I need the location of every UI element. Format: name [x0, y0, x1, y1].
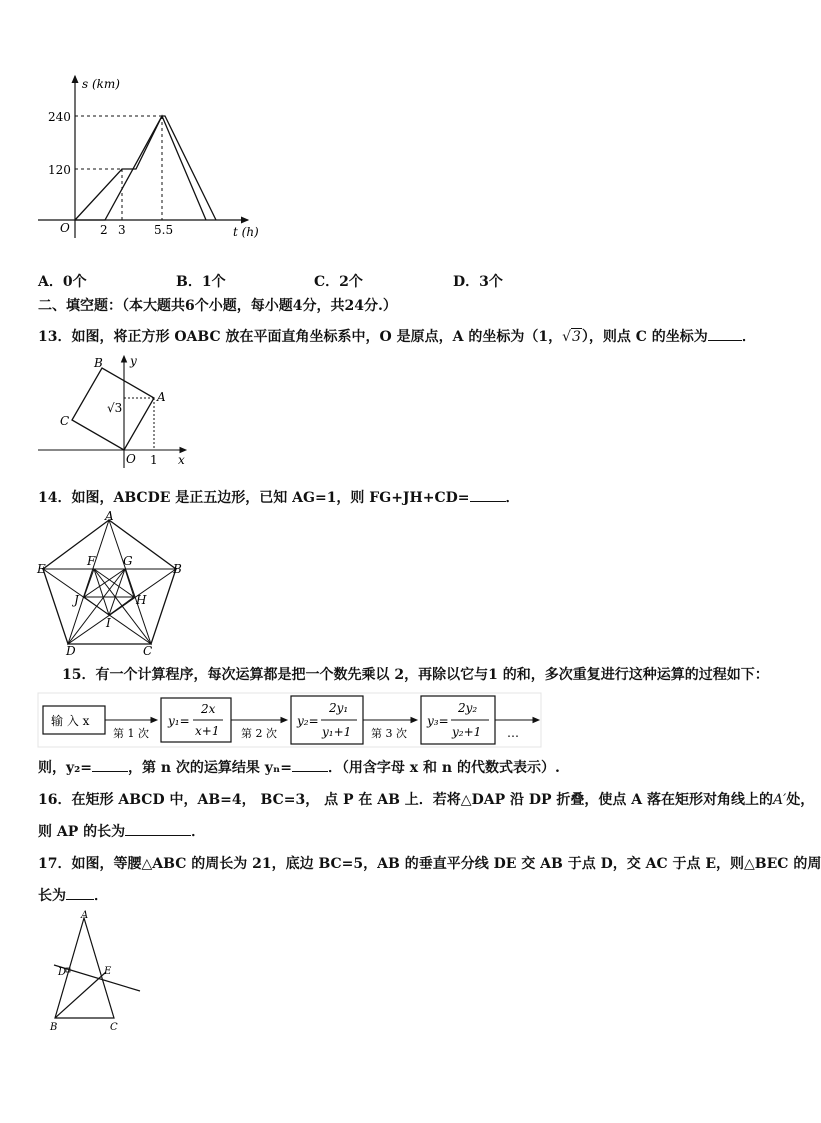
- t-axis-label: t (h): [233, 225, 259, 239]
- q15-box1-num: 2x: [201, 702, 216, 716]
- q14-label-g: G: [123, 554, 133, 568]
- q17-line2-end: ．: [94, 888, 108, 904]
- q15-blank-y2[interactable]: [92, 759, 128, 772]
- graph-line-2: [75, 116, 216, 220]
- question-14: [38, 489, 520, 507]
- q15-box3-den: y₂+1: [452, 725, 482, 739]
- q17-line2-text: 长为: [38, 888, 66, 904]
- graph-line-1: [75, 116, 206, 220]
- q15-box3-lhs: y₃=: [427, 714, 449, 728]
- q15-blank-yn[interactable]: [292, 759, 328, 772]
- q13-text-after: ），则点 C 的坐标为: [581, 329, 708, 345]
- q13-figure: [36, 352, 196, 472]
- x-tick-3: 3: [118, 223, 126, 237]
- q17-label-e: E: [104, 966, 112, 977]
- q16-a-prime: A′: [773, 792, 787, 808]
- sqrt-3: √3: [562, 329, 581, 345]
- s-axis-label: s (km): [82, 77, 120, 91]
- q15-answer-c: ．（用含字母 x 和 n 的代数式表示）.: [327, 760, 560, 776]
- q17-answer-blank[interactable]: [66, 887, 94, 900]
- q15-answer-line: [38, 759, 560, 777]
- q16-line1-end: 处，: [786, 792, 815, 808]
- question-16-line-1: [38, 791, 814, 809]
- question-17-line-1: 17．如图，等腰△ABC 的周长为 21，底边 BC=5，AB 的垂直平分线 DE 交 AB 于点 D，交 AC 于点 E，则△BEC 的周: [38, 856, 821, 872]
- q15-answer-a: 则，y₂=: [38, 760, 92, 776]
- q14-label-a: A: [105, 509, 114, 523]
- q14-label-i: I: [106, 616, 111, 630]
- q14-pentagon-figure: [34, 509, 189, 658]
- q14-label-f: F: [87, 554, 96, 568]
- x-tick-5-5: 5.5: [154, 223, 174, 237]
- q15-box1-den: x+1: [195, 724, 220, 738]
- q15-ellipsis: …: [507, 726, 519, 740]
- q17-label-b: B: [50, 1022, 58, 1033]
- q15-flowchart: [37, 692, 542, 748]
- section-heading: 二、填空题：（本大题共6个小题，每小题4分，共24分.）: [38, 298, 397, 314]
- q13-answer-blank[interactable]: [708, 328, 742, 341]
- y-tick-120: 120: [48, 163, 71, 177]
- q15-answer-b: ，第 n 次的运算结果 yₙ=: [128, 760, 292, 776]
- q15-box1-lhs: y₁=: [168, 714, 190, 728]
- q14-label-d: D: [66, 644, 76, 658]
- q16-line2-end: ．: [191, 824, 206, 840]
- q15-step2: 第 2 次: [241, 727, 277, 740]
- q15-input-label: 输 入 x: [51, 714, 90, 728]
- q16-text: 16．在矩形 ABCD 中，AB=4， BC=3， 点 P 在 AB 上．若将△DAP 沿 DP 折叠，使点 A 落在矩形对角线上的: [38, 792, 774, 808]
- q14-text: 14．如图，ABCDE 是正五边形，已知 AG=1，则 FG+JH+CD=: [38, 490, 470, 506]
- q14-end: ．: [505, 490, 520, 506]
- q13-label-1: 1: [150, 453, 158, 467]
- q14-label-b: B: [173, 562, 182, 576]
- q17-triangle-figure: [44, 908, 144, 1033]
- q14-label-c: C: [143, 644, 153, 658]
- q15-box2-num: 2y₁: [329, 701, 349, 715]
- q13-text-before: 13．如图，将正方形 OABC 放在平面直角坐标系中，O 是原点，A 的坐标为（1，: [38, 329, 563, 345]
- question-17-line-2: [38, 887, 108, 905]
- question-15: 15．有一个计算程序，每次运算都是把一个数先乘以 2，再除以它与1 的和，多次重复进行这种运算的过程如下：: [62, 667, 769, 683]
- q15-step1: 第 1 次: [113, 727, 149, 740]
- option-a: A．0个: [38, 274, 87, 290]
- x-tick-2: 2: [100, 223, 108, 237]
- q16-line2-text: 则 AP 的长为: [38, 824, 126, 840]
- question-13: [38, 328, 756, 346]
- distance-time-graph: [30, 68, 280, 243]
- q13-label-x: x: [178, 453, 185, 467]
- q13-label-a: A: [157, 390, 166, 404]
- y-tick-240: 240: [48, 110, 71, 124]
- q16-answer-blank[interactable]: [125, 823, 191, 836]
- q15-box3-num: 2y₂: [458, 701, 478, 715]
- q14-label-e: E: [37, 562, 46, 576]
- option-b: B．1个: [176, 274, 226, 290]
- q14-answer-blank[interactable]: [470, 489, 506, 502]
- q14-label-h: H: [136, 593, 147, 607]
- q17-label-d: D: [58, 967, 67, 978]
- q17-label-c: C: [110, 1022, 118, 1033]
- option-d: D．3个: [453, 274, 503, 290]
- q15-box2-lhs: y₂=: [297, 714, 319, 728]
- question-16-line-2: [38, 823, 205, 841]
- q15-box2-den: y₁+1: [322, 725, 352, 739]
- q13-label-o: O: [126, 452, 136, 466]
- q13-label-c: C: [60, 414, 70, 428]
- q14-label-j: J: [74, 593, 79, 607]
- q13-label-sqrt3: √3: [107, 401, 123, 415]
- q13-label-y: y: [130, 354, 137, 368]
- q17-label-a: A: [81, 910, 89, 921]
- q13-label-b: B: [94, 356, 103, 370]
- option-c: C．2个: [314, 274, 363, 290]
- q15-step3: 第 3 次: [371, 727, 407, 740]
- q13-end: ．: [741, 329, 756, 345]
- origin-label: O: [60, 221, 70, 235]
